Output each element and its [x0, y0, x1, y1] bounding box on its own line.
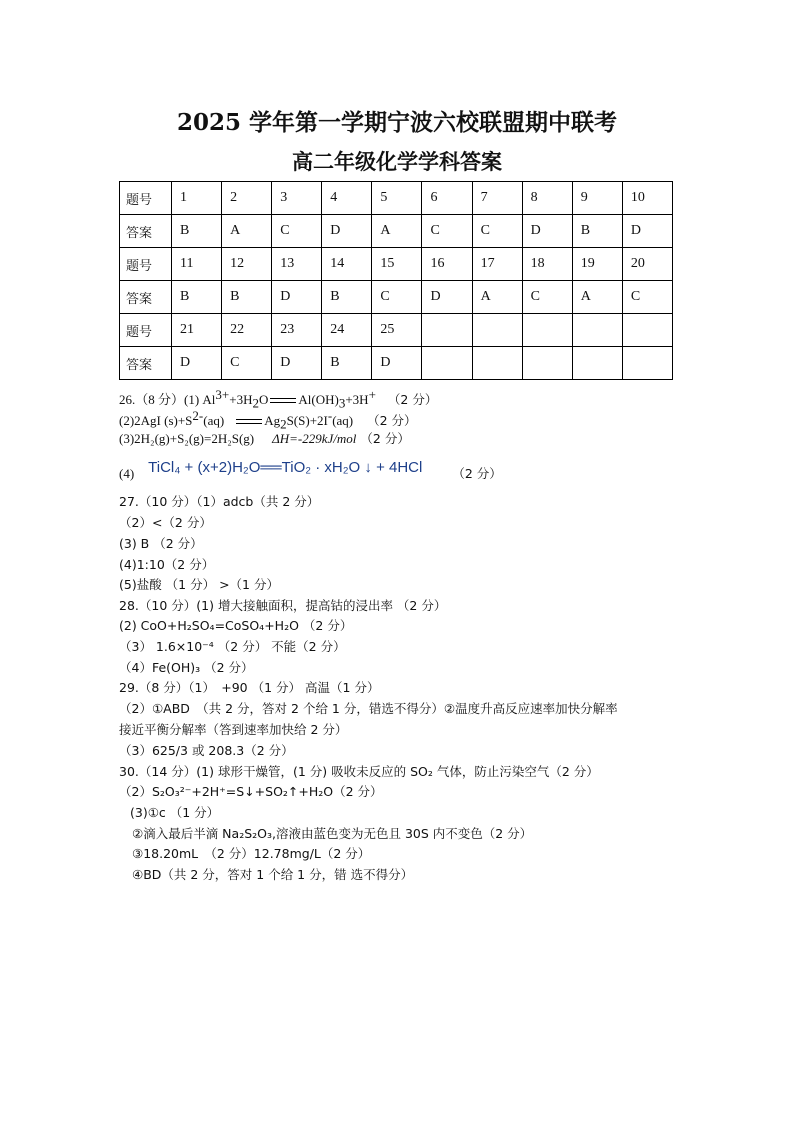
answer-cell: B — [572, 215, 622, 248]
answer-cell: D — [372, 347, 422, 380]
q28-line: （4）Fe(OH)₃ （2 分） — [119, 660, 254, 675]
question-number-cell: 23 — [272, 314, 322, 347]
q29-line: 接近平衡分解率（答到速率加快给 2 分） — [119, 722, 348, 737]
answer-cell — [572, 347, 622, 380]
q30-line: (3)①c （1 分） — [130, 805, 220, 820]
q29-line: （2）①ABD （共 2 分，答对 2 个给 1 分，错选不得分）②温度升高反应速率加快分解率 — [119, 701, 618, 716]
answer-cell: A — [472, 281, 522, 314]
question-number-cell: 18 — [522, 248, 572, 281]
answer-cell: B — [322, 347, 372, 380]
answer-cell: D — [622, 215, 672, 248]
answer-cell: C — [522, 281, 572, 314]
q27-line: 27.（10 分）（1）adcb（共 2 分） — [119, 494, 320, 509]
answer-cell: C — [272, 215, 322, 248]
page-subtitle: 高二年级化学学科答案 — [292, 149, 502, 174]
question-number-cell: 19 — [572, 248, 622, 281]
answer-cell — [422, 347, 472, 380]
question-number-cell: 6 — [422, 182, 472, 215]
row-label-question: 题号 — [120, 248, 172, 281]
answer-cell: C — [222, 347, 272, 380]
row-label-answer: 答案 — [120, 281, 172, 314]
question-number-cell: 9 — [572, 182, 622, 215]
question-number-cell: 5 — [372, 182, 422, 215]
q26-line-1: 26.（8 分）(1) $Al^{3+}+3H_2O$ $Al(OH)_3+3H^+$ （2 分） — [119, 387, 438, 411]
q30-line: ③18.20mL （2 分）12.78mg/L（2 分） — [132, 846, 371, 861]
answer-cell: D — [272, 347, 322, 380]
question-number-cell: 7 — [472, 182, 522, 215]
question-number-cell: 11 — [172, 248, 222, 281]
question-number-cell: 10 — [622, 182, 672, 215]
row-label-question: 题号 — [120, 314, 172, 347]
q27-line: (3) B （2 分） — [119, 536, 203, 551]
question-number-cell — [522, 314, 572, 347]
answer-cell — [522, 347, 572, 380]
answer-cell: B — [172, 281, 222, 314]
question-number-cell: 15 — [372, 248, 422, 281]
row-label-question: 题号 — [120, 182, 172, 215]
q29-line: （3）625/3 或 208.3（2 分） — [119, 743, 294, 758]
q27-line: (5)盐酸 （1 分） >（1 分） — [119, 577, 279, 592]
q28-line: 28.（10 分）(1) 增大接触面积，提高钴的浸出率 （2 分） — [119, 598, 447, 613]
answer-cell: D — [422, 281, 472, 314]
question-number-cell: 1 — [172, 182, 222, 215]
question-number-row — [120, 182, 673, 215]
question-number-cell — [622, 314, 672, 347]
answer-row — [120, 215, 673, 248]
q30-line: ④BD（共 2 分，答对 1 个给 1 分，错 选不得分） — [132, 867, 414, 882]
answer-row — [120, 281, 673, 314]
answer-cell: B — [222, 281, 272, 314]
answer-cell: D — [272, 281, 322, 314]
question-number-cell: 3 — [272, 182, 322, 215]
answer-cell: A — [372, 215, 422, 248]
question-number-row — [120, 314, 673, 347]
answer-cell: D — [522, 215, 572, 248]
question-number-cell: 8 — [522, 182, 572, 215]
answer-cell: C — [422, 215, 472, 248]
page-title: 2025 学年第一学期宁波六校联盟期中联考 — [176, 109, 618, 136]
question-number-cell: 22 — [222, 314, 272, 347]
question-number-cell: 24 — [322, 314, 372, 347]
answer-cell: D — [322, 215, 372, 248]
question-number-cell: 2 — [222, 182, 272, 215]
answer-cell: D — [172, 347, 222, 380]
q30-line: ②滴入最后半滴 Na₂S₂O₃,溶液由蓝色变为无色且 30S 内不变色（2 分） — [132, 826, 533, 841]
q26-line-2: (2)2AgI $(s)+S^{2-}(aq)$ $Ag_2S(S)+2I^-(aq)$ （2 分） — [119, 408, 417, 432]
q28-line: （3） 1.6×10⁻⁴ （2 分） 不能（2 分） — [119, 639, 346, 654]
question-number-cell — [572, 314, 622, 347]
question-number-cell: 4 — [322, 182, 372, 215]
q27-line: （2）<（2 分） — [119, 515, 212, 530]
answer-cell — [622, 347, 672, 380]
q26-line-4: (4) TiCl₄ + (x+2)H₂O══TiO₂ · xH₂O ↓ + 4HCl （2 分） — [119, 459, 502, 481]
q30-line: 30.（14 分）(1) 球形干燥管，(1 分) 吸收未反应的 SO₂ 气体，防止污染空气（2 分） — [119, 764, 599, 779]
equilibrium-arrow-icon — [236, 418, 262, 426]
answer-cell: C — [372, 281, 422, 314]
question-number-cell: 12 — [222, 248, 272, 281]
question-number-cell: 13 — [272, 248, 322, 281]
question-number-cell: 20 — [622, 248, 672, 281]
answer-table — [119, 181, 673, 380]
question-number-cell — [472, 314, 522, 347]
answer-row — [120, 347, 673, 380]
row-label-answer: 答案 — [120, 215, 172, 248]
q26-line-3: (3)2H₂(g)+S₂(g)=2H₂S(g) ΔH=-229kJ/mol （2 分） — [119, 431, 410, 446]
question-number-cell: 14 — [322, 248, 372, 281]
question-number-row — [120, 248, 673, 281]
row-label-answer: 答案 — [120, 347, 172, 380]
equilibrium-arrow-icon — [270, 397, 296, 405]
question-number-cell: 16 — [422, 248, 472, 281]
question-number-cell — [422, 314, 472, 347]
answer-cell: C — [472, 215, 522, 248]
q28-line: (2) CoO+H₂SO₄=CoSO₄+H₂O （2 分） — [119, 618, 353, 633]
answer-cell: A — [572, 281, 622, 314]
answer-cell: B — [322, 281, 372, 314]
answer-cell: B — [172, 215, 222, 248]
answer-cell: A — [222, 215, 272, 248]
question-number-cell: 17 — [472, 248, 522, 281]
q27-line: (4)1:10（2 分） — [119, 557, 215, 572]
q30-line: （2）S₂O₃²⁻+2H⁺=S↓+SO₂↑+H₂O（2 分） — [119, 784, 383, 799]
answer-cell — [472, 347, 522, 380]
question-number-cell: 25 — [372, 314, 422, 347]
answer-cell: C — [622, 281, 672, 314]
question-number-cell: 21 — [172, 314, 222, 347]
q29-line: 29.（8 分）（1） +90 （1 分） 高温（1 分） — [119, 680, 380, 695]
